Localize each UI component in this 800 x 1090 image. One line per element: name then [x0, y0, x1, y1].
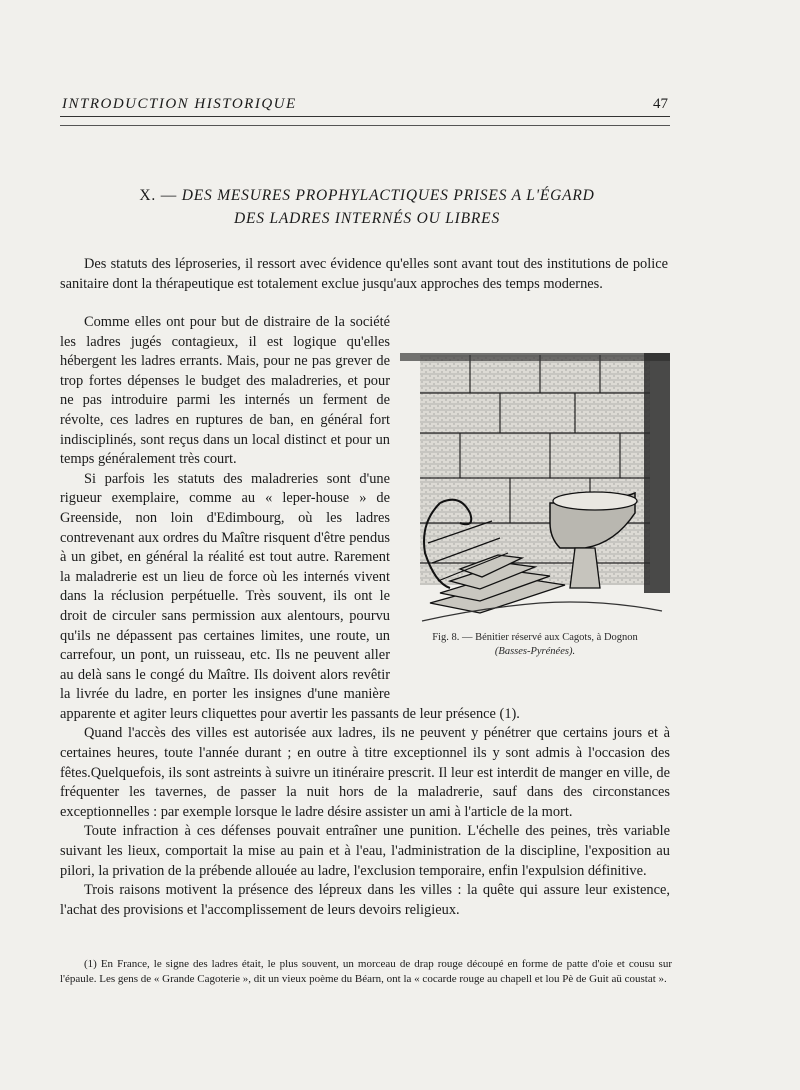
header-rule-secondary [60, 125, 670, 126]
footnote: (1) En France, le signe des ladres était, le plus souvent, un morceau de drap rouge découpé en forme de patte d'oie et cousu sur l'épaule. Les gens de « Grande Cagoterie », dit un vieux poème du Béarn, ont la « cocarde rouge au chapell et lou Pè de Guit aü coustat ». [60, 958, 672, 985]
chapter-title-text2: DES LADRES INTERNÉS OU LIBRES [233, 210, 500, 227]
chapter-title-line2 [62, 210, 672, 228]
paragraph-5: Toute infraction à ces défenses pouvait entraîner une punition. L'échelle des peines, très variable suivant les lieux, comportait la mise au pain et à l'eau, l'administration de la discipline, l'exposition au pilori, la privation de la prébende allouée au ladre, l'exclusion temporaire, enfin l'expulsion définitive. [60, 823, 670, 879]
figure-caption [400, 631, 670, 659]
paragraph-6: Trois raisons motivent la présence des lépreux dans les villes : la quête qui assure leur existence, l'achat des provisions et l'accomplissement de leurs devoirs religieux. [60, 882, 670, 918]
paragraph-2: Comme elles ont pour but de distraire de la société les ladres jugés contagieux, il est logique qu'elles hébergent les ladres errants. Mais, pour ne pas grever de trop fortes dépenses le budget des maladreries, et pour ne pas introduire parmi les internés un ferment de révolte, ces ladres en ruptures de ban, en général fort indisciplinés, sont reçus dans un local distinct et pour un temps généralement très court. [60, 314, 390, 468]
caption-text: Fig. 8. — Bénitier réservé aux Cagots, à Dognon [432, 632, 638, 643]
figure [400, 353, 670, 698]
body-text-wrap [60, 313, 670, 920]
caption-place: (Basses-Pyrénées). [494, 646, 576, 657]
chapter-title-text1: DES MESURES PROPHYLACTIQUES PRISES A L'ÉGARD [181, 187, 595, 204]
running-title: INTRODUCTION HISTORIQUE [62, 96, 297, 112]
header-rule [60, 116, 670, 117]
holy-water-font-illustration [400, 353, 670, 628]
paragraph-3: Si parfois les statuts des maladreries sont d'une rigueur exemplaire, comme au « leper-house » de Greenside, non loin d'Edimbourg, où les ladres contrevenant aux ordres du Maître risquent d'être pendus à un gibet, en général la réalité est tout autre. Rarement la maladrerie est un lieu de force où les internés vivent dans la réclusion perpétuelle. Très souvent, ils ont le droit de circuler sans permission aux alentours, pourvu qu'ils ne dépassent pas certaines limites, une route, un carrefour, un pont, un ruisseau, etc. Ils ne peuvent aller au delà sans le congé du Maître. Ils doivent alors revêtir la livrée du ladre, en porter les insignes d'une manière apparente et agiter leurs cliquettes pour avertir les passants de leur présence (1). [60, 470, 520, 722]
chapter-number: X. — [139, 187, 178, 204]
page-number: 47 [653, 96, 668, 112]
paragraph-1: Des statuts des léproseries, il ressort avec évidence qu'elles sont avant tout des institutions de police sanitaire dont la thérapeutique est totalement exclue jusqu'aux approches des temps modernes. [60, 256, 668, 292]
running-header [62, 96, 668, 114]
chapter-title-line1 [62, 187, 672, 205]
paragraph-4: Quand l'accès des villes est autorisée aux ladres, ils ne peuvent y pénétrer que certains jours et à certaines heures, toute l'année durant ; en outre à titre exceptionnel ils y sont admis à l'occasion des fêtes.Quelquefois, ils sont astreints à suivre un itinéraire prescrit. Il leur est interdit de manger en ville, de fréquenter les tavernes, de passer la nuit hors de la maladrerie, sauf dans des circonstances exceptionnelles : par exemple lorsque le ladre désire assister un ami à l'article de la mort. [60, 725, 670, 820]
